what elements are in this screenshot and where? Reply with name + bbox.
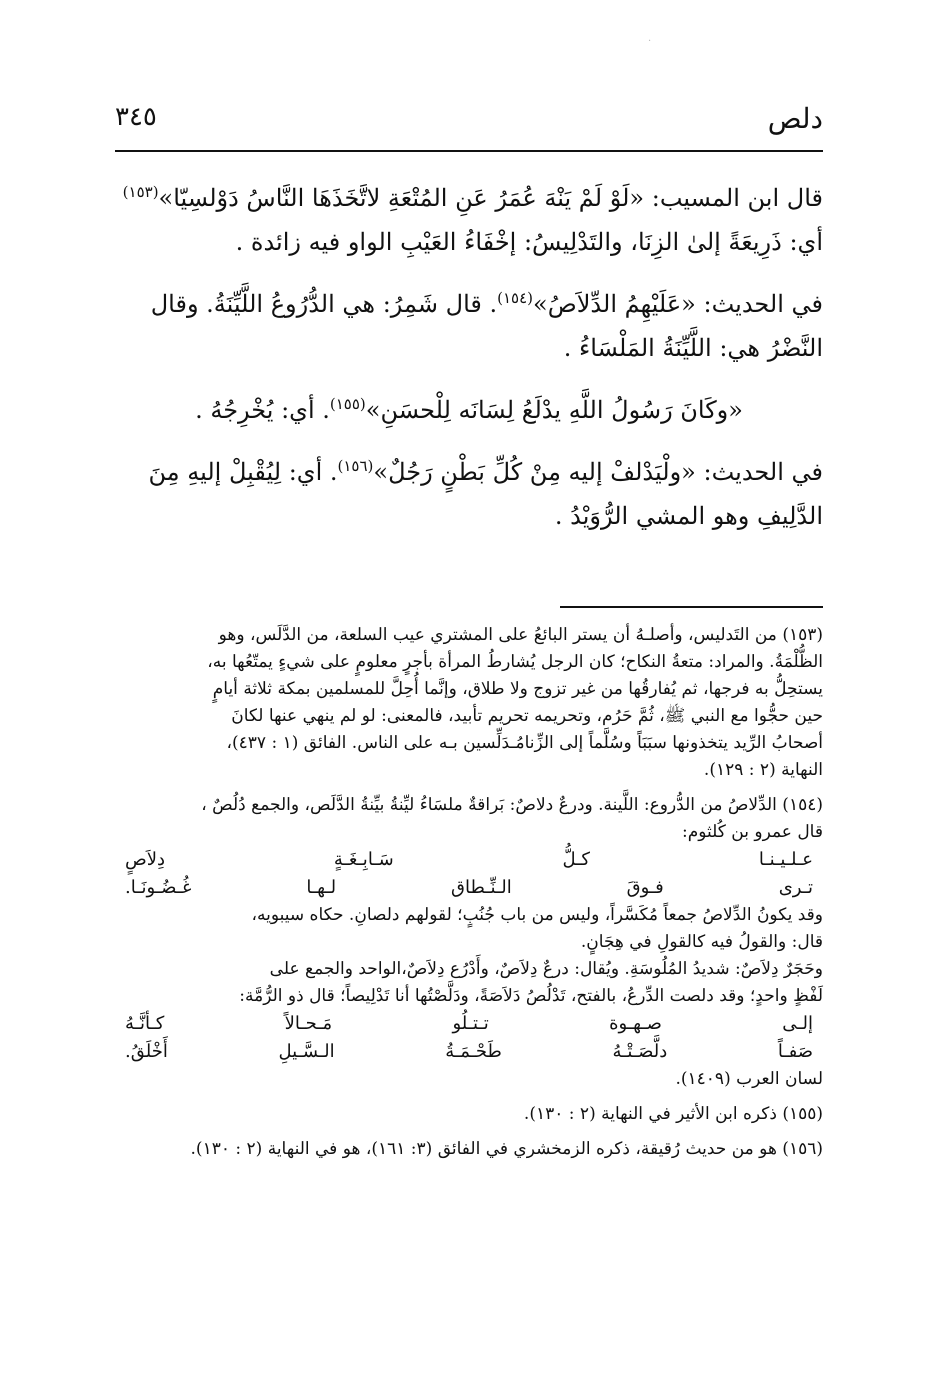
verse-word: دلَّصَـتْـهُ <box>612 1041 668 1062</box>
verse-word: غُـضُـونَـا. <box>125 877 192 898</box>
paragraph-155 <box>115 388 823 432</box>
verse-line <box>115 1038 823 1066</box>
paragraph-text: «وكَانَ رَسُولُ اللَّهِ يدْلَعُ لِسَانَه لِلْحسَنِ» <box>365 396 743 424</box>
verse-line <box>115 874 823 902</box>
verse-word: مَـحـالاً <box>284 1013 333 1034</box>
verse-word: كـلُّ <box>562 849 590 870</box>
verse-word: إلـى <box>782 1013 813 1034</box>
verse-word: تـتـلُو <box>452 1013 489 1034</box>
paragraph-text: في الحديث: «ولْيَدْلفْ إليه مِنْ كُلِّ بَطْنٍ رَجُلٌ» <box>373 458 823 486</box>
verse-word: عـلـيـنـا <box>758 849 813 870</box>
footnotes <box>115 622 823 1171</box>
page-header <box>115 100 823 152</box>
verse-line <box>115 1010 823 1038</box>
footnote-divider <box>560 606 823 608</box>
verse-word: صَفـاً <box>777 1041 813 1062</box>
footnote-line: قال: والقولُ فيه كالقولِ في هِجَانٍ. <box>580 932 823 952</box>
verse-word: أَخْلَقُ. <box>125 1041 168 1062</box>
verse-word: كـأنَّـهُ <box>125 1013 165 1034</box>
paragraph-153 <box>115 176 823 264</box>
footnote-156 <box>115 1136 823 1163</box>
footnote-line: وحَجَرٌ دِلاَصٌ: شديدُ المُلُوسَةِ. ويُقال: درعٌ دِلاَصٌ، وأَدْرُع دِلاَصٌ،الواحد والجمع على <box>269 959 823 979</box>
paragraph-tail: . أي: يُخْرِجُهُ . <box>195 396 330 424</box>
verse-word: لـهـا <box>306 877 337 898</box>
page-number: ٣٤٥ <box>115 102 157 132</box>
paragraph-tail: . أي: لِيُقْبِلْ إليهِ مِنَ الدَّلِيفِ وهو المشي الرُّوَيْدُ . <box>148 458 823 530</box>
footnote-ref: (١٥٤) <box>497 289 534 307</box>
footnote-line: وقد يكونُ الدِّلاصُ جمعاً مُكَسَّراً، وليس من باب جُنُبٍ؛ لقولهم دلصانِ. حكاه سيبويه، <box>251 905 823 925</box>
paragraph-154 <box>115 282 823 370</box>
footnote-line: لَفْظٍ واحدٍ؛ وقد دلصت الدِّرعُ، بالفتح، تَدْلُصُ دَلاَصَةً، ودَلَّصْتُها أنا تَدْلِيصاً؛ قال ذو الرُّمَّة: <box>239 986 823 1006</box>
footnote-line: أصحابُ الرِّيد يتخذونها سبَبَاً وسُلَّماً إلى الزِّنامُـدَلِّسين بـه على الناس. الفائق (١ : ٤٣٧)، <box>226 733 823 753</box>
footnote-line: (١٥٤) الدِّلاصُ من الدُّروع: اللَّينة. ودرعٌ دلاصٌ: بَراقةٌ ملسَاءُ ليِّنةُ بيِّنةُ الدَّلَص، والجمع دُلُصٌ ، <box>201 795 823 815</box>
footnote-line: (١٥٥) ذكره ابن الأثير في النهاية (٢ : ١٣٠). <box>523 1104 823 1124</box>
footnote-source: لسان العرب (١٤٠٩). <box>675 1069 823 1089</box>
footnote-line: (١٥٣) من التَدليس، وأصلـهُ أن يستر البائعُ على المشتري عيب السلعة، من الدَّلَس، وهو <box>218 625 823 645</box>
footnote-ref: (١٥٦) <box>337 457 374 475</box>
footnote-153 <box>115 622 823 784</box>
paragraph-text: في الحديث: «عَلَيْهِمُ الدِّلاَصُ» <box>533 290 823 318</box>
verse-word: دِلاَصٍ <box>125 849 166 870</box>
paragraph-156 <box>115 450 823 538</box>
footnote-line: النهاية (٢ : ١٢٩). <box>703 760 823 780</box>
footnote-ref: (١٥٥) <box>329 395 366 413</box>
paragraph-tail: أي: ذَرِيعَةً إلىٰ الزِنَا، والتَدْلِيسُ: إخْفَاءُ العَيْبِ الواو فيه زائدة . <box>235 228 823 256</box>
footnote-line: الظُّلْمَةُ. والمراد: متعةُ النكاح؛ كان الرجل يُشارطُ المرأة بأجرٍ معلومٍ على شيءٍ يمتّعُها به، <box>207 652 823 672</box>
main-text <box>115 176 823 556</box>
footnote-154 <box>115 792 823 1093</box>
verse-word: تـرى <box>778 877 813 898</box>
scan-speck: · <box>648 36 652 47</box>
running-head: دلص <box>767 102 823 135</box>
verse-word: طَحْـمَـةُ <box>445 1041 502 1062</box>
footnote-line: قال عمرو بن كُلثوم: <box>682 822 823 842</box>
footnote-line: حين حجُّوا مع النبي ﷺ، ثُمَّ حَرُم، وتحريمه تحريم تأبيد، فالمعنى: لو لم ينهي عنها لكانَ <box>231 706 823 726</box>
paragraph-text: قال ابن المسيب: «لَوْ لَمْ يَنْهَ عُمَرُ عَنِ المُتْعَةِ لاتَّخَذَهَا النَّاسُ دَوْلسِيّا» <box>158 184 823 212</box>
verse-word: سَـابِـغَـةٍ <box>333 849 394 870</box>
verse-word: الـنِّـطاق <box>451 877 512 898</box>
footnote-155 <box>115 1101 823 1128</box>
verse-word: فـوقَ <box>626 877 664 898</box>
verse-line <box>115 846 823 874</box>
footnote-line: يستحِلُّ به فرجها، ثم يُفارقُها من غير تزوج ولا طلاق، وإنَّما أُحِلَّ للمسلمين بمكة ثلاثة أيامٍ <box>212 679 823 699</box>
paragraph-tail: . قال شَمِرُ: هي الدُّرُوعُ اللَّيِّنَةُ. وقال النَّضْرُ هي: اللَّيِّنَةُ المَلْسَاءُ . <box>150 290 823 362</box>
footnote-ref: (١٥٣) <box>122 183 159 201</box>
footnote-line: (١٥٦) هو من حديث رُقيقة، ذكره الزمخشري في الفائق (٣: ١٦١)، هو في النهاية (٢ : ١٣٠). <box>190 1139 823 1159</box>
verse-word: صـهـوة <box>609 1013 662 1034</box>
verse-word: الـسَّـيلِ <box>278 1041 335 1062</box>
